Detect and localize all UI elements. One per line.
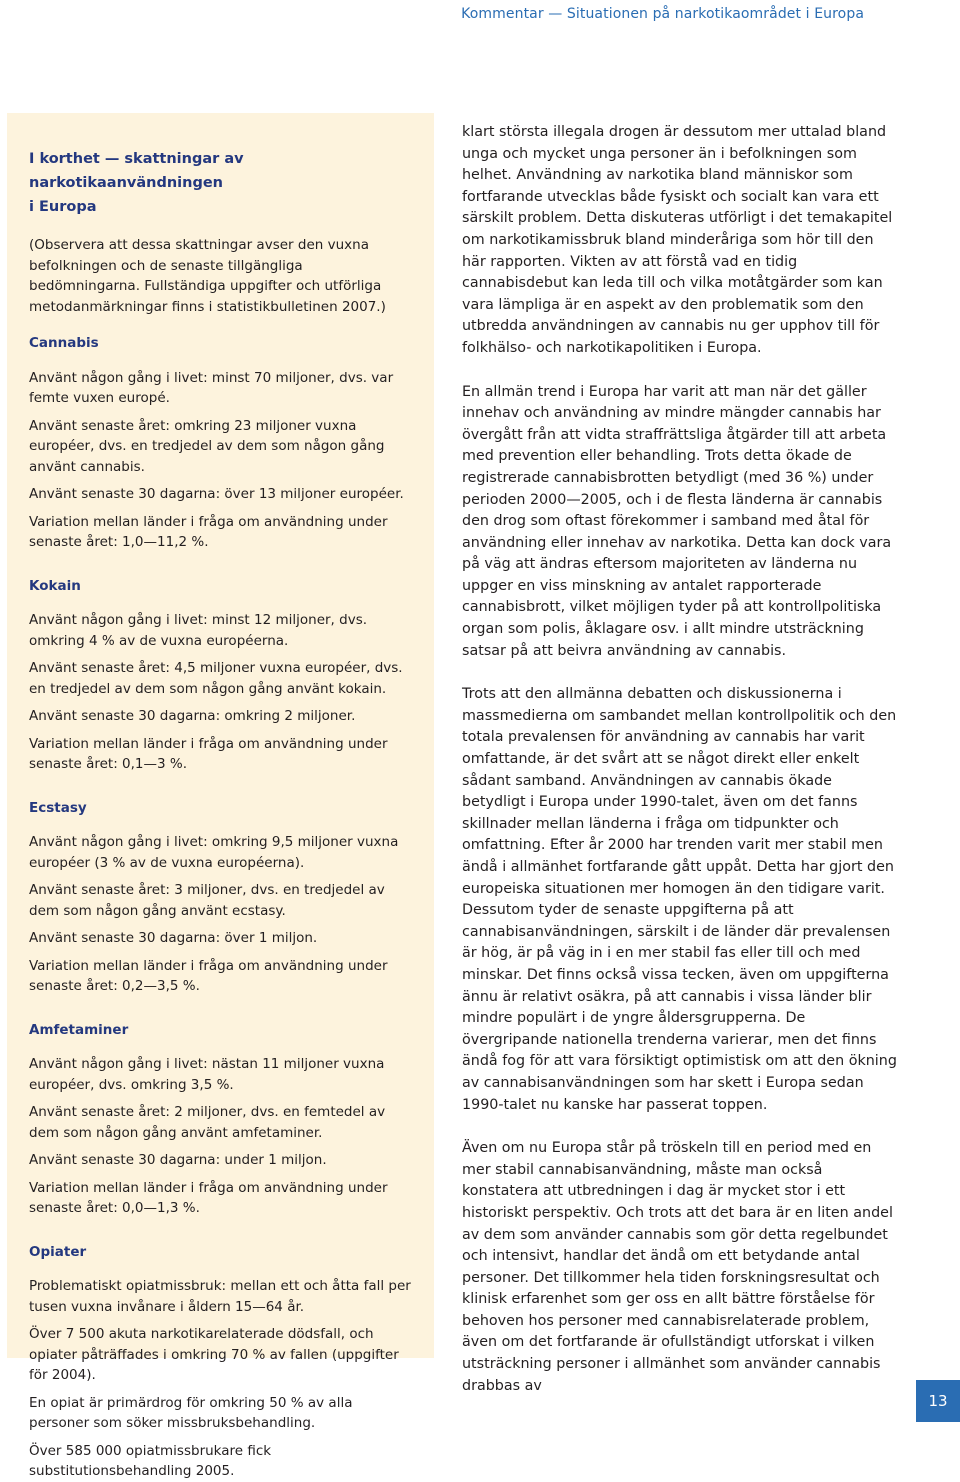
stat-item: Använt senaste 30 dagarna: över 13 miljoner européer. [29, 486, 404, 502]
section-heading: Amfetaminer [29, 1021, 129, 1038]
section-heading: Cannabis [29, 335, 99, 351]
section-heading: Ecstasy [29, 799, 87, 816]
stat-item: Använt senaste 30 dagarna: över 1 miljon. [29, 930, 318, 946]
section-amfetaminer [29, 1020, 414, 1219]
stat-item: Över 7 500 akuta narkotikarelaterade dödsfall, och opiater påträffades i omkring 70 % av fallen (uppgifter för 2004). [29, 1326, 399, 1383]
page-number: 13 [916, 1380, 960, 1422]
stat-item: Använt senaste året: omkring 23 miljoner vuxna européer, dvs. en tredjedel av dem som någon gång använt cannabis. [29, 417, 385, 475]
stat-item: Använt någon gång i livet: minst 70 miljoner, dvs. var femte vuxen europé. [29, 369, 394, 406]
summary-box [7, 113, 434, 1479]
stat-item: Använt senaste året: 4,5 miljoner vuxna européer, dvs. en tredjedel av dem som någon gång använt kokain. [29, 660, 403, 697]
section-kokain [29, 576, 414, 775]
body-paragraph: Även om nu Europa står på tröskeln till en period med en mer stabil cannabisanvändning, måste man också konstatera att utbredningen i dag är mycket stor i ett historiskt perspektiv. Och trots att det bara är en liten andel av dem som använder cannabis som gör detta regelbundet och intensivt, handlar det ändå om ett betydande antal personer. Det tillkommer hela tiden forskningsresultat och klinisk erfarenhet som ger oss en allt bättre förståelse för behoven hos personer med cannabisrelaterade problem, även om det fortfarande är ofullständigt utforskat i vilken utsträckning personer i allmänhet som använder cannabis drabbas av [462, 1140, 893, 1394]
summary-box-note: (Observera att dessa skattningar avser den vuxna befolkningen och de senaste tillgängliga bedömningarna. Fullständiga uppgifter och utförliga metodanmärkningar finns i statistikbulletinen 2007.) [29, 237, 386, 315]
stat-item: Variation mellan länder i fråga om användning under senaste året: 0,1—3 %. [29, 735, 388, 772]
stat-item: Använt någon gång i livet: omkring 9,5 miljoner vuxna européer (3 % av de vuxna européerna). [29, 834, 399, 871]
stat-item: Använt senaste 30 dagarna: omkring 2 miljoner. [29, 708, 356, 724]
stat-item: Använt senaste 30 dagarna: under 1 miljon. [29, 1152, 327, 1168]
stat-item: Använt någon gång i livet: minst 12 miljoner, dvs. omkring 4 % av de vuxna européerna. [29, 612, 368, 649]
section-cannabis [29, 333, 414, 553]
section-opiater [29, 1242, 414, 1482]
stat-item: Använt någon gång i livet: nästan 11 miljoner vuxna européer, dvs. omkring 3,5 %. [29, 1056, 385, 1093]
stat-item: Variation mellan länder i fråga om användning under senaste året: 0,0—1,3 %. [29, 1179, 388, 1216]
body-paragraph: En allmän trend i Europa har varit att man när det gäller innehav och användning av mindre mängder cannabis har övergått från att vidta straffrättsliga åtgärder till att arbeta med prevention eller behandling. Trots detta ökade de registrerade cannabisbrotten betydligt (med 36 %) under perioden 2000—2005, och i de flesta länderna är cannabis den drog som oftast förekommer i samband med åtal för användning eller innehav av narkotika. Detta kan dock vara på väg att ändras eftersom majoriteten av länderna nu uppger en viss minskning av antalet rapporterade cannabisbrott, vilket möjligen tyder på att kontrollpolitiska organ som polis, åklagare osv. i allt mindre utsträckning satsar på att beivra användning av cannabis. [462, 383, 892, 659]
body-paragraph: klart största illegala drogen är dessutom mer uttalad bland unga och mycket unga personer än i befolkningen som helhet. Användning av narkotika bland människor som fortfarande utvecklas både fysiskt och socialt kan vara ett särskilt problem. Detta diskuteras utförligt i det temakapitel om narkotikamissbruk bland minderåriga som hör till den här rapporten. Vikten av att förstå vad en tidig cannabisdebut kan leda till och vilka motåtgärder som kan vara lämpliga är en aspekt av den problematik som den utbredda användningen av cannabis nu ger upphov till för folkhälso- och narkotikapolitiken i Europa. [462, 124, 893, 356]
summary-box-title [29, 147, 414, 219]
section-ecstasy [29, 798, 414, 997]
stat-item: En opiat är primärdrog för omkring 50 % av alla personer som söker missbruksbehandling. [29, 1394, 353, 1431]
stat-item: Variation mellan länder i fråga om användning under senaste året: 1,0—11,2 %. [29, 513, 388, 550]
stat-item: Variation mellan länder i fråga om användning under senaste året: 0,2—3,5 %. [29, 957, 388, 994]
stat-item: Problematiskt opiatmissbruk: mellan ett och åtta fall per tusen vuxna invånare i åldern 15—64 år. [29, 1278, 411, 1315]
main-text-column [462, 122, 898, 1419]
section-heading: Opiater [29, 1243, 87, 1260]
body-paragraph: Trots att den allmänna debatten och diskussionerna i massmedierna om sambandet mellan kontrollpolitik och den totala prevalensen för användning av cannabis har varit omfattande, är det svårt att se något direkt eller enkelt sådant samband. Användningen av cannabis ökade betydligt i Europa under 1990-talet, även om det fanns skillnader mellan länderna i fråga om tidpunkter och omfattning. Efter år 2000 har trenden varit mer stabil men ändå i allmänhet fortfarande gått uppåt. Detta har gjort den europeiska situationen mer homogen än den tidigare varit. Dessutom tyder de senaste uppgifterna på att cannabisanvändningen, särskilt i de länder där prevalensen är hög, är på väg in i en mer stabil fas eller till och med minskar. Det finns också vissa tecken, även om uppgifterna ännu är relativt osäkra, på att cannabis i vissa länder blir mindre populärt i de yngre åldersgrupperna. De övergripande nationella trenderna varierar, men det finns ändå fog för att vara försiktigt optimistisk om att den ökning av cannabisanvändningen som har skett i Europa sedan 1990-talet nu kanske har passerat toppen. [462, 686, 897, 1113]
summary-box-title-line-2: i Europa [29, 199, 97, 215]
running-header: Kommentar — Situationen på narkotikaområdet i Europa [461, 6, 864, 22]
stat-item: Över 585 000 opiatmissbrukare fick substitutionsbehandling 2005. [29, 1442, 272, 1479]
section-heading: Kokain [29, 577, 81, 594]
stat-item: Använt senaste året: 3 miljoner, dvs. en tredjedel av dem som någon gång använt ecstasy. [29, 882, 385, 919]
summary-box-title-line-1: I korthet — skattningar av narkotikaanvändningen [29, 151, 244, 191]
stat-item: Använt senaste året: 2 miljoner, dvs. en femtedel av dem som någon gång använt amfetaminer. [29, 1104, 386, 1141]
